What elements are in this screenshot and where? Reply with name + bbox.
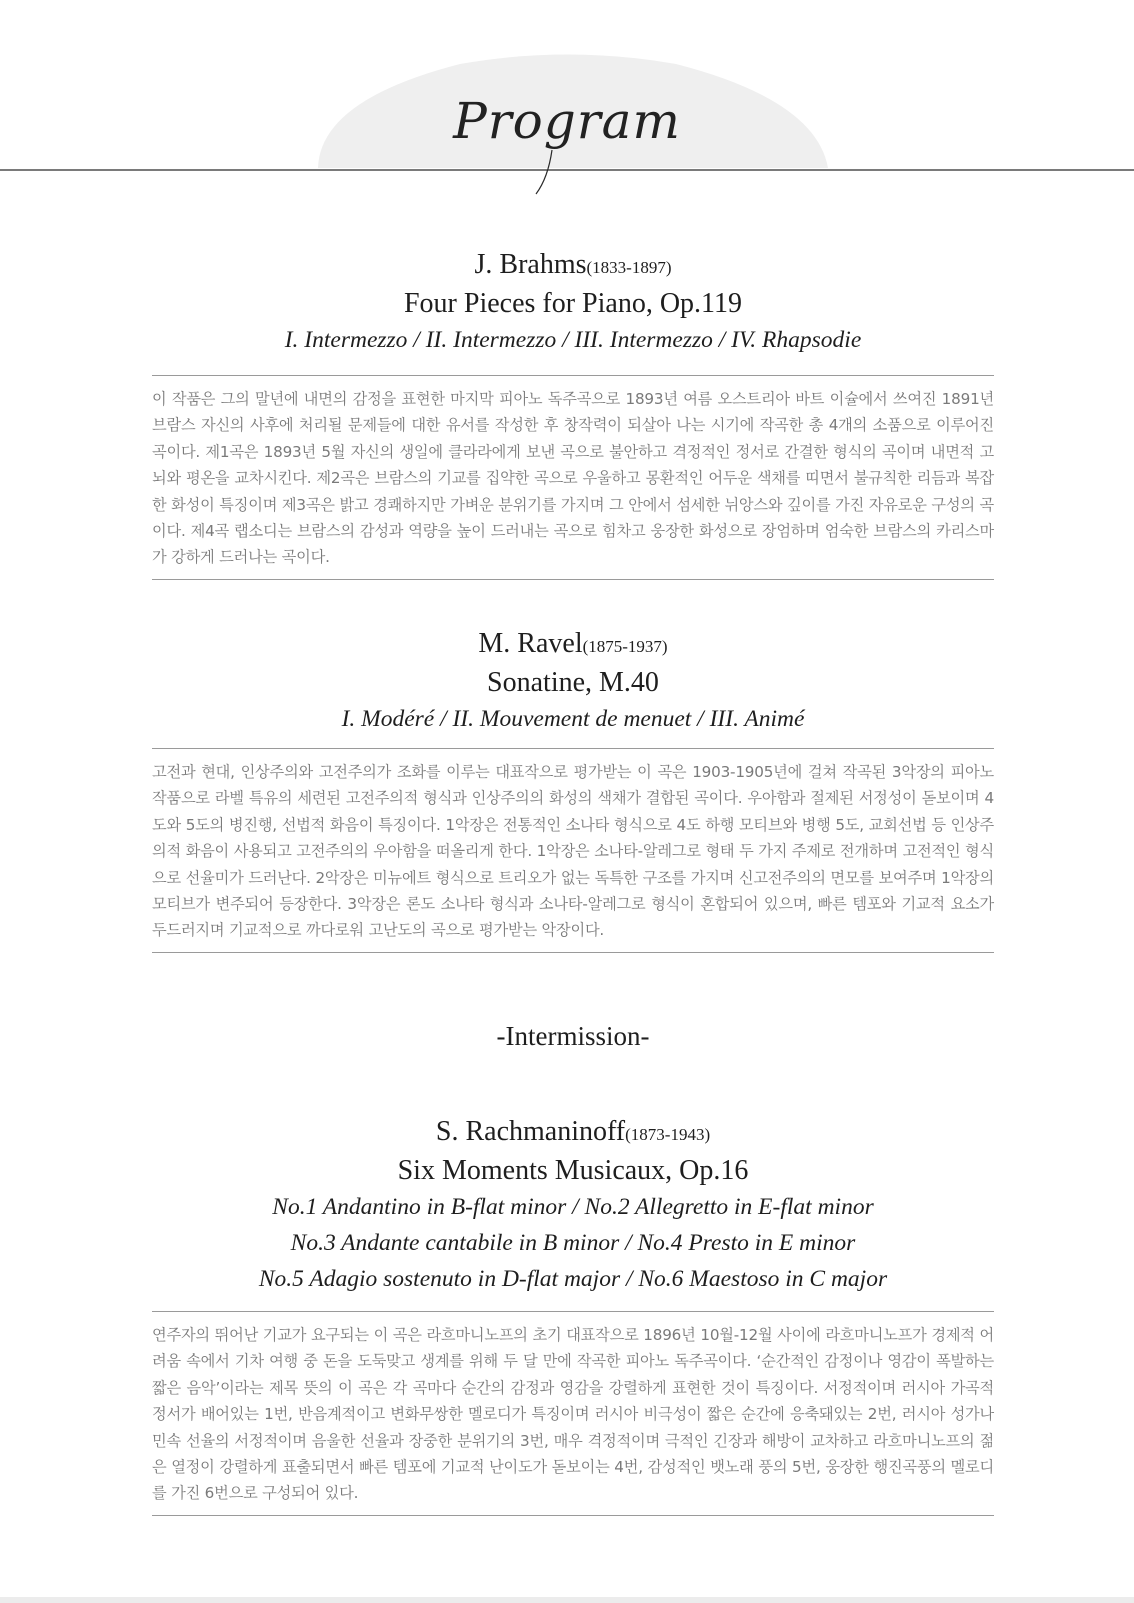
page-footer-bar [0,1597,1134,1603]
composer-years: (1833-1897) [586,258,672,277]
description-text: 고전과 현대, 인상주의와 고전주의가 조화를 이루는 대표작으로 평가받는 이 곡은 1903-1905년에 걸쳐 작곡된 3악장의 피아노 작품으로 라벨 특유의 세련된 고전주의적 형식과 인상주의의 화성의 색채가 결합된 곡이다. 우아함과 절제된 서정성이 돋보이며 4도와 5도의 병진행, 선법적 화음이 특징이다. 1악장은 전통적인 소나타 형식으로 4도 하행 모티브와 병행 5도, 교회선법 등 인상주의적 화음이 사용되고 고전주의의 우아함을 떠올리게 한다. 1악장은 소나타-알레그로 형태 두 가지 주제로 전개하며 고전적인 형식으로 선율미가 드러난다. 2악장은 미뉴에트 형식으로 트리오가 없는 독특한 구조를 가지며 신고전주의의 면모를 보여주며 1악장의 모티브가 변주되어 등장한다. 3악장은 론도 소나타 형식과 소나타-알레그로 형식이 혼합되어 있으며, 빠른 템포와 기교적 요소가 두드러지며 기교적으로 까다로워 고난도의 곡으로 평가받는 악장이다. [152,763,994,940]
work-title: Four Pieces for Piano, Op.119 [403,288,743,319]
movement-list: I. Intermezzo / II. Intermezzo / III. Intermezzo / IV. Rhapsodie [284,327,862,353]
piece-rachmaninoff [152,1114,994,1297]
composer-line [152,247,994,286]
work-title: Sonatine, M.40 [487,667,659,698]
movement-line-2: No.3 Andante cantabile in B minor / No.4 Presto in E minor [290,1230,856,1256]
movement-line-3: No.5 Adagio sostenuto in D-flat major / No.6 Maestoso in C major [258,1266,888,1292]
composer-name: S. Rachmaninoff [435,1116,626,1147]
composer-name: M. Ravel [478,628,583,659]
piece-description-ravel [152,748,994,953]
description-text: 이 작품은 그의 말년에 내면의 감정을 표현한 마지막 피아노 독주곡으로 1893년 여름 오스트리아 바트 이슐에서 쓰여진 1891년 브람스 자신의 사후에 처리될 문제들에 대한 유서를 작성한 후 창작력이 되살아 나는 시기에 작곡한 총 4개의 소품으로 이루어진 곡이다. 제1곡은 1893년 5월 자신의 생일에 클라라에게 보낸 곡으로 불안하고 격정적인 정서로 간결한 형식의 곡이며 내면적 고뇌와 평온을 교차시킨다. 제2곡은 브람스의 기교를 집약한 곡으로 우울하고 몽환적인 어두운 색채를 띠면서 불규칙한 리듬과 복잡한 화성이 특징이며 제3곡은 밝고 경쾌하지만 가벼운 분위기를 가지며 그 안에서 섬세한 뉘앙스와 깊이를 가진 자유로운 구성의 곡이다. 제4곡 랩소디는 브람스의 감성과 역량을 높이 드러내는 곡으로 힘차고 웅장한 화성으로 장엄하며 엄숙한 브람스의 카리스마가 강하게 드러나는 곡이다. [152,390,994,567]
composer-line [152,1114,994,1153]
movement-list: I. Modéré / II. Mouvement de menuet / III. Animé [341,706,805,732]
composer-name: J. Brahms [474,249,587,280]
composer-years: (1875-1937) [582,637,668,656]
intermission-label: -Intermission- [496,1021,650,1051]
work-title: Six Moments Musicaux, Op.16 [397,1155,749,1186]
composer-years: (1873-1943) [625,1125,711,1144]
piece-description-brahms [152,375,994,580]
description-text: 연주자의 뛰어난 기교가 요구되는 이 곡은 라흐마니노프의 초기 대표작으로 1896년 10월-12월 사이에 라흐마니노프가 경제적 어려움 속에서 기차 여행 중 돈을 도둑맞고 생계를 위해 두 달 만에 작곡한 피아노 독주곡이다. ‘순간적인 감정이나 영감이 폭발하는 짧은 음악’이라는 제목 뜻의 이 곡은 각 곡마다 순간의 감정과 영감을 강렬하게 표현한 것이 특징이다. 서정적이며 러시아 가곡적 정서가 배어있는 1번, 반음계적이고 변화무쌍한 멜로디가 특징이며 러시아 비극성이 짧은 순간에 응축돼있는 2번, 러시아 성가나 민속 선율의 서정적이며 음울한 선율과 장중한 분위기의 3번, 매우 격정적이며 극적인 긴장과 해방이 교차하고 라흐마니노프의 젊은 열정이 강렬하게 표출되면서 빠른 템포에 기교적 난이도가 돋보이는 4번, 감성적인 뱃노래 풍의 5번, 웅장한 행진곡풍의 멜로디를 가진 6번으로 구성되어 있다. [152,1326,994,1503]
composer-line [152,626,994,665]
movement-line-1: No.1 Andantino in B-flat minor / No.2 Allegretto in E-flat minor [272,1194,874,1220]
piece-ravel [152,626,994,737]
program-title: Program [453,92,681,150]
piece-brahms [152,247,994,358]
piece-description-rachmaninoff [152,1311,994,1516]
program-header [0,0,1134,215]
